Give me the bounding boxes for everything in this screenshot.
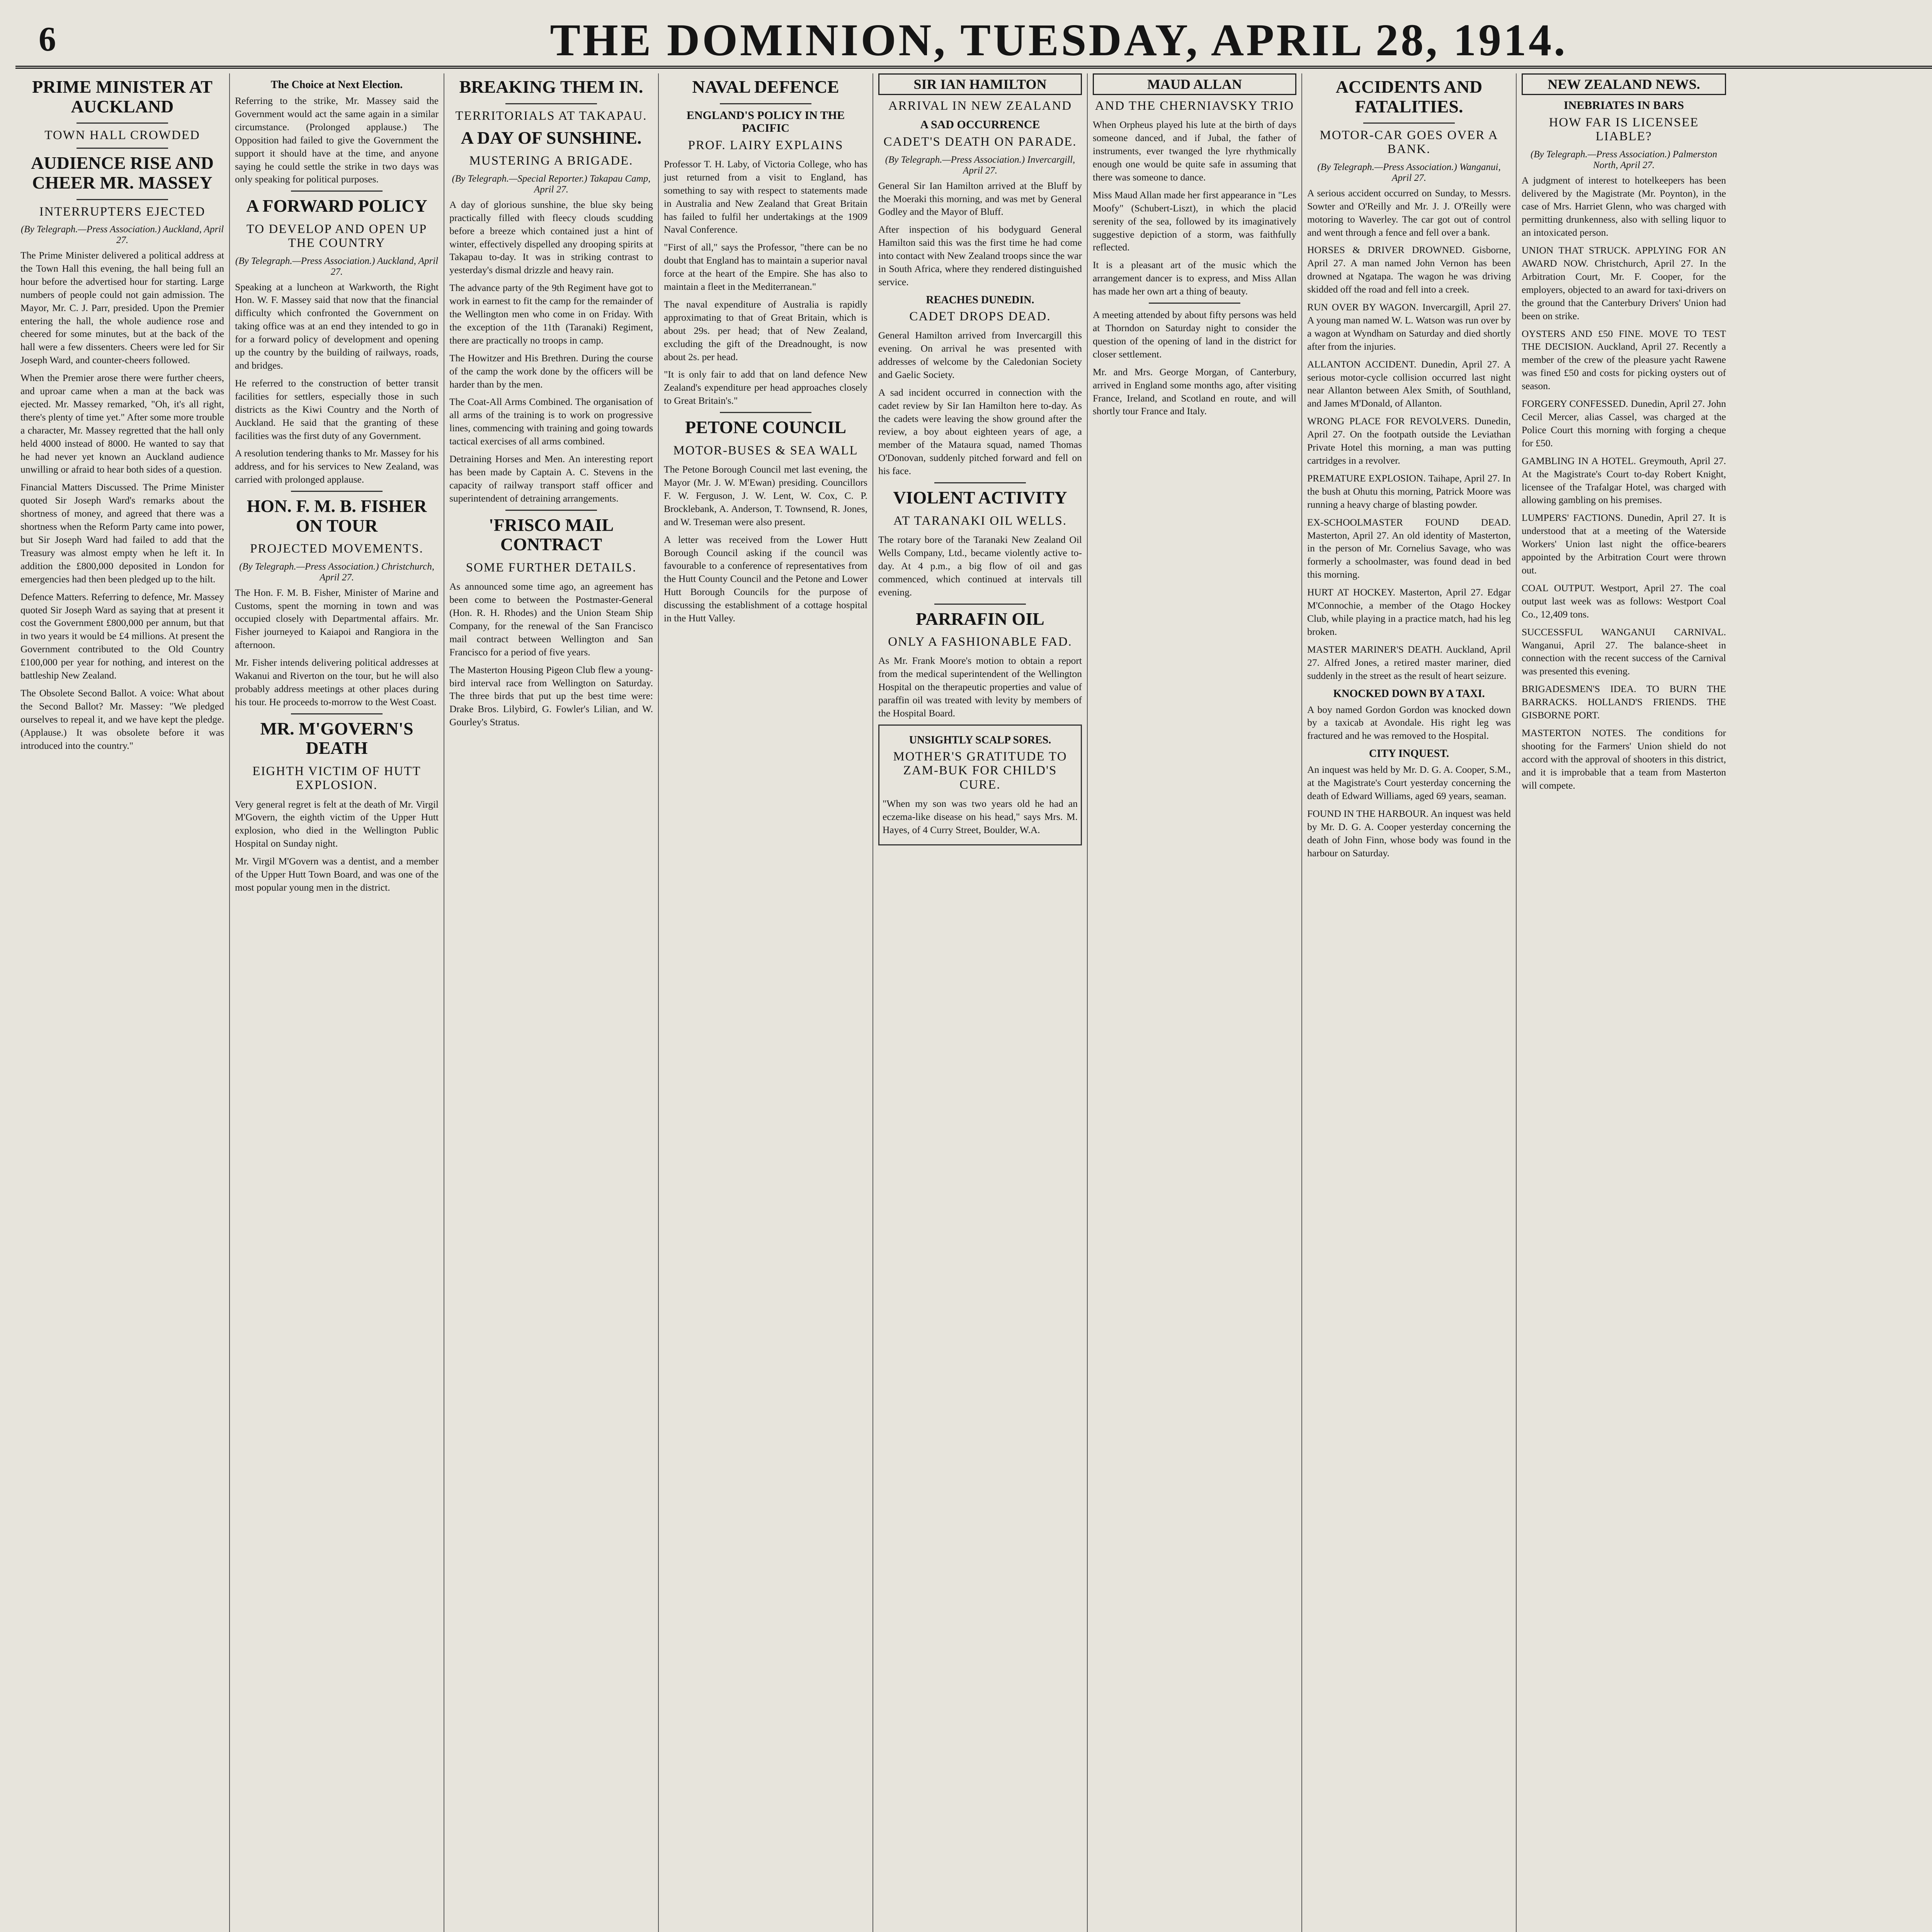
column-2 xyxy=(230,73,444,1932)
headline: NAVAL DEFENCE xyxy=(692,77,839,97)
headline: PRIME MINISTER AT AUCKLAND xyxy=(32,77,213,116)
subheadline: ONLY A FASHIONABLE FAD. xyxy=(888,635,1072,649)
subheadline: AT TARANAKI OIL WELLS. xyxy=(893,514,1067,528)
dateline: (By Telegraph.—Press Association.) Palmerston North, April 27. xyxy=(1530,149,1718,170)
subheadline: PROJECTED MOVEMENTS. xyxy=(250,542,423,556)
headline: MR. M'GOVERN'S DEATH xyxy=(260,718,413,758)
article-paragraph: "First of all," says the Professor, "there can be no doubt that England has to maintain a superior naval force at the heart of the Empire. She has also to maintain a fleet in the Mediterranean." xyxy=(664,242,867,293)
section-heading: The Choice at Next Election. xyxy=(270,79,403,91)
divider xyxy=(77,122,168,124)
article-paragraph: As Mr. Frank Moore's motion to obtain a report from the medical superintendent of the Wellington Hospital on the therapeutic properties and value of paraffin oil was treated with levity by members of the Hospital Board. xyxy=(878,655,1082,719)
article-paragraph: HORSES & DRIVER DROWNED. Gisborne, April 27. A man named John Vernon has been drowned at Ngatapa. The wagon he was driving skidded off the road and fell into a creek. xyxy=(1307,244,1511,295)
subheadline: A SAD OCCURRENCE xyxy=(920,118,1040,131)
article-paragraph: The Coat-All Arms Combined. The organisation of all arms of the training is to work on progressive lines, commencing with training and going towards tactical exercises of all arms combined. xyxy=(449,396,653,447)
article-paragraph: RUN OVER BY WAGON. Invercargill, April 27. A young man named W. L. Watson was run over by a wagon at Wyndham on Saturday and died shortly after from the injuries. xyxy=(1307,301,1511,352)
article-paragraph: ALLANTON ACCIDENT. Dunedin, April 27. A serious motor-cycle collision occurred last night near Allanton between Alex Smith, of Southland, and James M'Donald, of Allanton. xyxy=(1307,358,1511,409)
headline: MAUD ALLAN xyxy=(1147,77,1242,92)
divider xyxy=(1363,122,1455,124)
article-paragraph: COAL OUTPUT. Westport, April 27. The coal output last week was as follows: Westport Coal Co., 12,409 tons. xyxy=(1522,582,1726,620)
dateline: (By Telegraph.—Special Reporter.) Takapau Camp, April 27. xyxy=(452,173,651,195)
article-paragraph: Defence Matters. Referring to defence, Mr. Massey quoted Sir Joseph Ward as saying that at present it cost the Government £800,000 per annum, but that in two years it would be £4 millions. At present the Government contributed to the Old Country £100,000 per year for nothing, and interest on the battleship New Zealand. xyxy=(20,591,224,681)
article-paragraph: GAMBLING IN A HOTEL. Greymouth, April 27. At the Magistrate's Court to-day Robert Knight, licensee of the Trafalgar Hotel, was charged with allowing gambling on his premises. xyxy=(1522,455,1726,506)
subheadline: MUSTERING A BRIGADE. xyxy=(469,154,633,168)
article-paragraph: A meeting attended by about fifty persons was held at Thorndon on Saturday night to consider the question of the opening of land in the district for closer settlement. xyxy=(1093,309,1296,360)
masthead xyxy=(15,12,1932,69)
article-paragraph: Speaking at a luncheon at Warkworth, the Right Hon. W. F. Massey said that now that the financial difficulty which confronted the Government on taking office was at an end they intended to go in for a forward policy of development and opening up the country by the building of railways, roads, and bridges. xyxy=(235,281,439,371)
article-paragraph: WRONG PLACE FOR REVOLVERS. Dunedin, April 27. On the footpath outside the Leviathan Private Hotel this morning, a man was putting cartridges in a revolver. xyxy=(1307,415,1511,466)
article-paragraph: A resolution tendering thanks to Mr. Massey for his address, and for his services to New Zealand, was carried with prolonged applause. xyxy=(235,447,439,485)
article-paragraph: HURT AT HOCKEY. Masterton, April 27. Edgar M'Connochie, a member of the Otago Hockey Club, while playing in a practice match, had his leg broken. xyxy=(1307,587,1511,637)
article-paragraph: LUMPERS' FACTIONS. Dunedin, April 27. It is understood that at a meeting of the Waterside Workers' Union last night the office-bearers appointed by the Arbitration Court were thrown out. xyxy=(1522,512,1726,576)
article-paragraph: The advance party of the 9th Regiment have got to work in earnest to fit the camp for the remainder of the Wellington men who come in on Friday. With the exception of the 11th (Taranaki) Regiment, there are practically no troops in camp. xyxy=(449,282,653,346)
article-paragraph: It is a pleasant art of the music which the arrangement dancer is to express, and Miss Allan has made her own art a thing of beauty. xyxy=(1093,259,1296,297)
divider xyxy=(77,148,168,149)
section-heading: KNOCKED DOWN BY A TAXI. xyxy=(1333,687,1485,700)
article-paragraph: Mr. Virgil M'Govern was a dentist, and a member of the Upper Hutt Town Board, and was one of the most popular young men in the district. xyxy=(235,855,439,893)
subheadline: EIGHTH VICTIM OF HUTT EXPLOSION. xyxy=(252,764,421,793)
ad-heading: UNSIGHTLY SCALP SORES. xyxy=(909,734,1051,746)
subheadline: TERRITORIALS AT TAKAPAU. xyxy=(455,109,647,123)
article-paragraph: A letter was received from the Lower Hutt Borough Council asking if the council was favourable to a conference of representatives from the Hutt County Council and the Petone and Lower Hutt Borough Councils for the purpose of discussing the establishment of a cottage hospital in the Hutt Valley. xyxy=(664,534,867,624)
article-paragraph: EX-SCHOOLMASTER FOUND DEAD. Masterton, April 27. An old identity of Masterton, in the person of Mr. Cornelius Savage, who was formerly a schoolmaster, was found dead in bed this morning. xyxy=(1307,516,1511,580)
subheadline: MOTOR-BUSES & SEA WALL xyxy=(673,443,858,457)
dateline: (By Telegraph.—Press Association.) Auckland, April 27. xyxy=(235,255,439,277)
subheadline: PROF. LAIRY EXPLAINS xyxy=(688,138,844,152)
subheadline: AND THE CHERNIAVSKY TRIO xyxy=(1095,99,1294,113)
article-paragraph: Mr. and Mrs. George Morgan, of Canterbury, arrived in England some months ago, after visiting France, Ireland, and Scotland en route, and will shortly tour France and Italy. xyxy=(1093,366,1296,417)
subheadline: INTERRUPTERS EJECTED xyxy=(39,204,206,219)
page-number: 6 xyxy=(39,20,56,58)
article-paragraph: "It is only fair to add that on land defence New Zealand's expenditure per head approaches closely to Great Britain's." xyxy=(664,369,867,406)
divider xyxy=(291,190,383,192)
subheadline: SOME FURTHER DETAILS. xyxy=(466,560,637,575)
headline: NEW ZEALAND NEWS. xyxy=(1548,77,1700,92)
column-4 xyxy=(659,73,873,1932)
article-paragraph: When Orpheus played his lute at the birth of days someone danced, and if Jubal, the father of instruments, ever twanged the lyre rhythmically enough one would be quite safe in assuming that there was someone to dance. xyxy=(1093,119,1296,183)
ad-subheading: MOTHER'S GRATITUDE TO ZAM-BUK FOR CHILD'S CURE. xyxy=(893,749,1067,792)
divider xyxy=(934,482,1026,483)
article-paragraph: Very general regret is felt at the death of Mr. Virgil M'Govern, the eighth victim of the Upper Hutt explosion, who died in the Wellington Public Hospital on Sunday night. xyxy=(235,798,439,849)
article-paragraph: Professor T. H. Laby, of Victoria College, who has just returned from a visit to England, has something to say with respect to statements made in Australia and New Zealand that Great Britain has failed to fulfil her undertakings at the 1909 Naval Conference. xyxy=(664,158,867,235)
article-paragraph: MASTERTON NOTES. The conditions for shooting for the Farmers' Union shield do not accord with the approval of shooters in this district, and it is improbable that a team from Masterton will compete. xyxy=(1522,727,1726,791)
divider xyxy=(1149,303,1240,304)
article-paragraph: A serious accident occurred on Sunday, to Messrs. Sowter and O'Reilly and Mr. J. J. O'Reilly were motoring to Waverley. The car got out of control and went through a fence and fell over a bank. xyxy=(1307,187,1511,238)
article-paragraph: The Prime Minister delivered a political address at the Town Hall this evening, the hall being full an hour before the advertised hour for starting. Large numbers of people could not gain admission. The Mayor, Mr. C. J. Parr, presided. Upon the Premier entering the hall, the whole audience rose and cheered for some minutes, but at the back of the hall were a few dissenters. Cheers were led for Sir Joseph Ward, and counter-cheers followed. xyxy=(20,249,224,366)
headline: SIR IAN HAMILTON xyxy=(913,77,1047,92)
dateline: (By Telegraph.—Press Association.) Wanganui, April 27. xyxy=(1317,162,1501,183)
article-paragraph: A boy named Gordon Gordon was knocked down by a taxicab at Avondale. His right leg was fractured and he was removed to the Hospital. xyxy=(1307,704,1511,742)
article-paragraph: The rotary bore of the Taranaki New Zealand Oil Wells Company, Ltd., became violently active to-day. At 4 p.m., a big flow of oil and gas commenced, which continued at intervals till evening. xyxy=(878,534,1082,598)
article-paragraph: PREMATURE EXPLOSION. Taihape, April 27. In the bush at Ohutu this morning, Patrick Moore was running a heavy charge of blasting powder. xyxy=(1307,472,1511,510)
article-paragraph: The naval expenditure of Australia is rapidly approximating to that of Great Britain, which is about 29s. per head; that of New Zealand, excluding the gift of the Dreadnought, is now about 2s. per head. xyxy=(664,298,867,362)
headline: HON. F. M. B. FISHER ON TOUR xyxy=(247,496,427,536)
article-paragraph: MASTER MARINER'S DEATH. Auckland, April 27. Alfred Jones, a retired master mariner, died suddenly in the street as the result of heart seizure. xyxy=(1307,643,1511,681)
column-7 xyxy=(1302,73,1517,1932)
subheadline: CADET DROPS DEAD. xyxy=(909,309,1051,323)
advertisement xyxy=(878,724,1082,845)
article-paragraph: A day of glorious sunshine, the blue sky being practically filled with fleecy clouds scudding before a breeze which contained just a hint of winter, effectively dispelled any drooping spirits at Takapau to-day. It was in striking contrast to yesterday's dismal drizzle and heavy rain. xyxy=(449,199,653,276)
subheadline: ARRIVAL IN NEW ZEALAND xyxy=(888,99,1072,113)
subheadline: ENGLAND'S POLICY IN THE PACIFIC xyxy=(686,109,845,134)
column-5 xyxy=(873,73,1088,1932)
section-heading: REACHES DUNEDIN. xyxy=(926,294,1034,306)
headline: VIOLENT ACTIVITY xyxy=(893,488,1067,508)
article-paragraph: The Masterton Housing Pigeon Club flew a young-bird interval race from Wellington on Saturday. The three birds that put up the best time were: Drake Bros. Lilybird, G. Fowler's Lilian, and W. Gourley's Stratus. xyxy=(449,664,653,728)
headline: PARRAFIN OIL xyxy=(916,609,1044,629)
article-paragraph: The Petone Borough Council met last evening, the Mayor (Mr. J. W. M'Ewan) presiding. Councillors F. W. Ferguson, J. W. Lent, W. Cox, C. P. Brocklebank, A. Anderson, T. Townsend, R. Jones, and W. Treseman were also present. xyxy=(664,464,867,527)
article-paragraph: A sad incident occurred in connection with the cadet review by Sir Ian Hamilton here to-day. As the cadets were leaving the show ground after the review, a boy about eighteen years of age, a member of the Mataura squad, named Thomas O'Donovan, suddenly pitched forward and fell on his face. xyxy=(878,386,1082,477)
column-6 xyxy=(1088,73,1302,1932)
divider xyxy=(934,604,1026,605)
subheadline: CADET'S DEATH ON PARADE. xyxy=(883,135,1077,149)
article-paragraph: As announced some time ago, an agreement has been come to between the Postmaster-General (Hon. R. H. Rhodes) and the Union Steam Ship Company, for the renewal of the San Francisco mail contract between Wellington and San Francisco for a period of five years. xyxy=(449,581,653,658)
article-paragraph: Mr. Fisher intends delivering political addresses at Wakanui and Riverton on the tour, but he will also probably address meetings at other places during his tour. He proceeds to-morrow to the West Coast. xyxy=(235,657,439,707)
headline-box xyxy=(1522,73,1726,95)
article-paragraph: SUCCESSFUL WANGANUI CARNIVAL. Wanganui, April 27. The balance-sheet in connection with the recent success of the Carnival was presented this evening. xyxy=(1522,626,1726,677)
headline: A FORWARD POLICY xyxy=(246,196,427,216)
article-paragraph: OYSTERS AND £50 FINE. MOVE TO TEST THE DECISION. Auckland, April 27. Recently a member of the crew of the pleasure yacht Rawene was fined £50 and costs for picking oysters out of season. xyxy=(1522,328,1726,392)
headline: BREAKING THEM IN. xyxy=(459,77,643,97)
divider xyxy=(77,199,168,200)
subheadline: AUDIENCE RISE AND CHEER MR. MASSEY xyxy=(31,153,214,193)
dateline: (By Telegraph.—Press Association.) Invercargill, April 27. xyxy=(885,154,1075,176)
columns xyxy=(15,73,1932,1932)
column-1 xyxy=(15,73,230,1932)
subheadline: TOWN HALL CROWDED xyxy=(44,128,200,143)
article-paragraph: FORGERY CONFESSED. Dunedin, April 27. John Cecil Mercer, alias Cassel, was charged at the Police Court this morning with forging a cheque for £50. xyxy=(1522,398,1726,449)
divider xyxy=(291,491,383,492)
divider xyxy=(720,412,811,413)
divider xyxy=(505,103,597,104)
article-paragraph: The Obsolete Second Ballot. A voice: What about the Second Ballot? Mr. Massey: "We pledged ourselves to repeal it, and we have kept the pledge. (Applause.) It was obsolete before it was introduced into the country." xyxy=(20,687,224,751)
article-paragraph: Detraining Horses and Men. An interesting report has been made by Captain A. C. Stevens in the capacity of railway transport staff officer and superintendent of detraining arrangements. xyxy=(449,453,653,504)
divider xyxy=(720,103,811,104)
article-paragraph: General Hamilton arrived from Invercargill this evening. On arrival he was presented with addresses of welcome by the Caledonian Society and Gaelic Society. xyxy=(878,330,1082,380)
section-heading: CITY INQUEST. xyxy=(1369,748,1449,760)
article-paragraph: When the Premier arose there were further cheers, and uproar came when a man at the back was ejected. Mr. Massey remarked, "Oh, it's all right, there's plenty of time yet." After some more trouble a character, Mr. Massey regretted that the hall only held 4000 instead of 8000. He wanted to say that he had never yet known an Auckland audience unwilling or afraid to hear both sides of a question. xyxy=(20,372,224,475)
article-paragraph: BRIGADESMEN'S IDEA. TO BURN THE BARRACKS. HOLLAND'S FRIENDS. THE GISBORNE PORT. xyxy=(1522,683,1726,721)
article-paragraph: The Hon. F. M. B. Fisher, Minister of Marine and Customs, spent the morning in town and was occupied closely with Departmental affairs. Mr. Fisher journeyed to Kaiapoi and Rangiora in the afternoon. xyxy=(235,587,439,651)
article-paragraph: Referring to the strike, Mr. Massey said the Government would act the same again in a similar circumstance. (Prolonged applause.) The Opposition had failed to give the Government the support it should have at the time, and anyone saying he could settle the strike in two days was only speaking for political purposes. xyxy=(235,95,439,185)
article-paragraph: He referred to the construction of better transit facilities for settlers, especially those in such districts as the Kiwi Country and the North of Auckland. He said that the granting of these facilities was the first duty of any Government. xyxy=(235,377,439,441)
article-paragraph: After inspection of his bodyguard General Hamilton said this was the first time he had come into contact with New Zealand troops since the war in South Africa, where they rendered distinguished service. xyxy=(878,224,1082,287)
headline: ACCIDENTS AND FATALITIES. xyxy=(1335,77,1483,116)
headline: 'FRISCO MAIL CONTRACT xyxy=(488,515,614,554)
article-paragraph: FOUND IN THE HARBOUR. An inquest was held by Mr. D. G. A. Cooper yesterday concerning the death of John Finn, whose body was found in the harbour on Saturday. xyxy=(1307,808,1511,859)
dateline: (By Telegraph.—Press Association.) Christchurch, April 27. xyxy=(239,561,435,583)
article-paragraph: UNION THAT STRUCK. APPLYING FOR AN AWARD NOW. Christchurch, April 27. In the Arbitration Court, Mr. F. Cooper, for the employers, objected to an award for taxi-drivers on the ground that the Canterbury Drivers' Union had been on strike. xyxy=(1522,245,1726,321)
column-3 xyxy=(444,73,659,1932)
ad-text: "When my son was two years old he had an eczema-like disease on his head," says Mrs. M. Hayes, of 4 Curry Street, Boulder, W.A. xyxy=(883,798,1078,835)
divider xyxy=(291,713,383,714)
article-paragraph: An inquest was held by Mr. D. G. A. Cooper, S.M., at the Magistrate's Court yesterday concerning the death of Edward Williams, aged 69 years, seaman. xyxy=(1307,764,1511,802)
column-8 xyxy=(1517,73,1731,1932)
article-paragraph: General Sir Ian Hamilton arrived at the Bluff by the Moeraki this morning, and was met by General Godley and the Mayor of Bluff. xyxy=(878,180,1082,218)
subheadline: MOTOR-CAR GOES OVER A BANK. xyxy=(1320,128,1498,156)
subheadline: TO DEVELOP AND OPEN UP THE COUNTRY xyxy=(246,222,427,250)
subheadline: INEBRIATES IN BARS xyxy=(1563,99,1684,112)
masthead-title: THE DOMINION, TUESDAY, APRIL 28, 1914. xyxy=(550,15,1568,65)
divider xyxy=(505,510,597,511)
subheadline: HOW FAR IS LICENSEE LIABLE? xyxy=(1549,116,1699,144)
headline: PETONE COUNCIL xyxy=(685,417,847,437)
headline-box xyxy=(878,73,1082,95)
article-paragraph: Miss Maud Allan made her first appearance in "Les Moofy" (Schubert-Liszt), in which the placid serenity of the sea, followed by its imaginatively suggestive depiction of a storm, was faithfully reflected. xyxy=(1093,189,1296,253)
dateline: (By Telegraph.—Press Association.) Auckland, April 27. xyxy=(20,224,224,245)
headline-box xyxy=(1093,73,1296,95)
subheadline: A DAY OF SUNSHINE. xyxy=(461,128,642,148)
article-paragraph: A judgment of interest to hotelkeepers has been delivered by the Magistrate (Mr. Poynton), in the case of Mrs. Harriet Glenn, who was charged with permitting drunkenness, also with selling liquor to an intoxicated person. xyxy=(1522,174,1726,238)
article-paragraph: The Howitzer and His Brethren. During the course of the camp the work done by the officers will be harder than by the men. xyxy=(449,352,653,390)
article-paragraph: Financial Matters Discussed. The Prime Minister quoted Sir Joseph Ward's remarks about the shortness of money, and agreed that there was a shortness when the Reform Party came into power, but Sir Joseph Ward had failed to add that the Treasury was almost empty when he left it. In addition the £800,000 deposited in London for emergencies had then been pledged up to the hilt. xyxy=(20,481,224,585)
